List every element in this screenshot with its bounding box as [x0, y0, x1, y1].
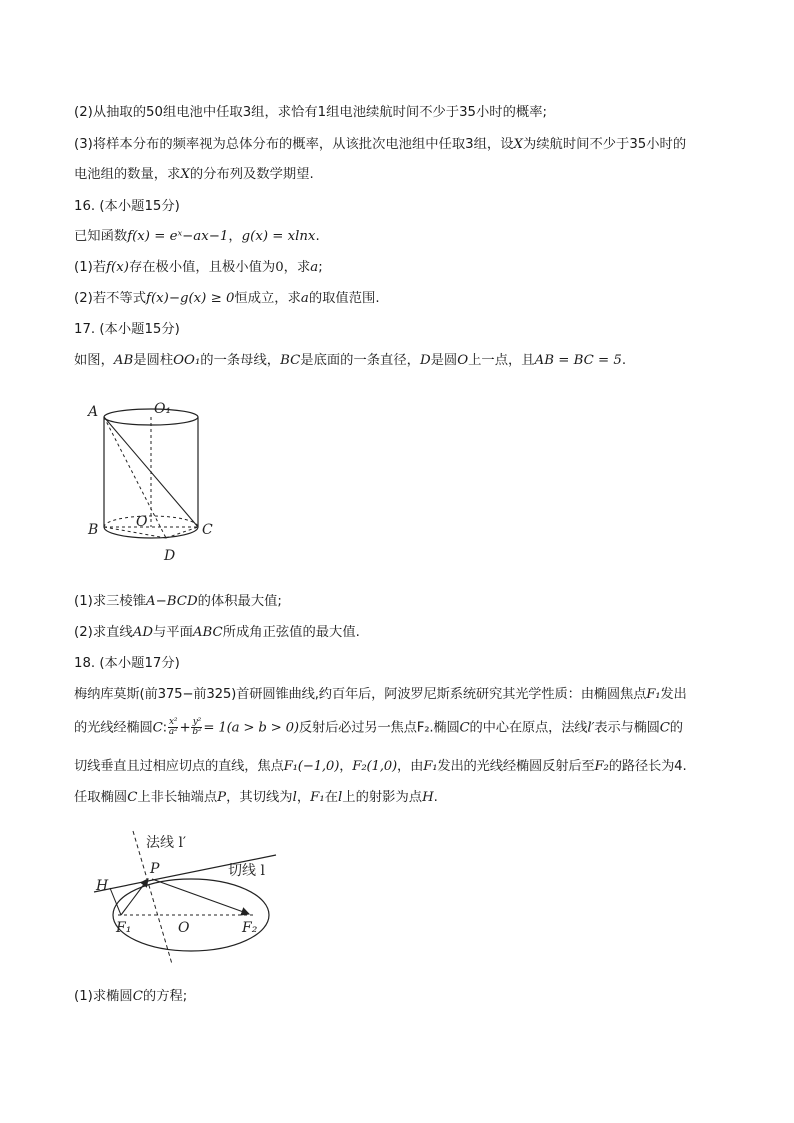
q18-line3: 切线垂直且过相应切点的直线，焦点F₁(−1,0)，F₂(1,0)，由F₁发出的光线经椭圆反射后至F₂的路径长为4.: [74, 759, 687, 774]
label-F2: F₂: [242, 920, 258, 936]
label-O: O: [178, 920, 190, 936]
segment-AD: [104, 417, 166, 538]
projection-F1-H: [110, 888, 121, 915]
q15-part3: (3)将样本分布的频率视为总体分布的概率，从该批次电池组中任取3组，设X为续航时间不少于35小时的: [74, 137, 687, 152]
label-D: D: [164, 548, 176, 564]
segment-AC: [104, 417, 198, 527]
label-B: B: [88, 522, 99, 538]
label-H: H: [96, 878, 109, 894]
q17-part1: (1)求三棱锥A−BCD的体积最大值;: [74, 594, 282, 609]
label-tangent: 切线 l: [228, 863, 265, 879]
label-O: O: [136, 514, 148, 530]
q18-part1: (1)求椭圆C的方程;: [74, 989, 188, 1004]
label-P: P: [150, 861, 160, 877]
segment-BD: [104, 527, 166, 538]
q17-part2: (2)求直线AD与平面ABC所成角正弦值的最大值.: [74, 625, 360, 640]
ellipse-figure: [86, 826, 286, 966]
bottom-ellipse-front: [104, 527, 198, 538]
q18-line4: 任取椭圆C上非长轴端点P，其切线为l，F₁在l上的射影为点H.: [74, 790, 438, 805]
label-C: C: [202, 522, 213, 538]
label-normal: 法线 l′: [146, 835, 187, 851]
cylinder-figure: [86, 396, 226, 566]
ray-F1-P: [121, 879, 148, 915]
label-F1: F₁: [116, 920, 132, 936]
ray-P-F2: [152, 879, 249, 914]
fraction-y2-b2: $\frac{\text{y²}}{\text{b²}}$: [192, 717, 202, 737]
q16-part2: (2)若不等式f(x)−g(x) ≥ 0恒成立，求a的取值范围.: [74, 291, 380, 306]
q16-stem: 已知函数f(x) = eˣ−ax−1，g(x) = xlnx.: [74, 229, 320, 244]
label-A: A: [88, 404, 99, 420]
q15-part3-cont: 电池组的数量，求X的分布列及数学期望.: [74, 167, 314, 182]
q18-line2: 的光线经椭圆C: $\frac{\text{x²}}{\text{a²}}$ + $\frac{\text{y²}}{\text{b²}}$ = 1(a > b > 0)反射后必过另一焦点F₂.椭圆C的中心在原点，法线l′表示与椭圆C的: [74, 717, 683, 737]
q18-line1: 梅纳库莫斯(前375−前325)首研圆锥曲线,约百年后，阿波罗尼斯系统研究其光学性质：由椭圆焦点F₁发出: [74, 687, 687, 702]
q16-header: 16. (本小题15分): [74, 199, 180, 214]
q17-stem: 如图，AB是圆柱OO₁的一条母线，BC是底面的一条直径，D是圆O上一点，且AB = BC = 5.: [74, 353, 627, 368]
q17-header: 17. (本小题15分): [74, 322, 180, 337]
q15-part2: (2)从抽取的50组电池中任取3组，求恰有1组电池续航时间不少于35小时的概率;: [74, 105, 547, 120]
q16-part1: (1)若f(x)存在极小值，且极小值为0，求a;: [74, 260, 323, 275]
fraction-x2-a2: $\frac{\text{x²}}{\text{a²}}$: [168, 717, 178, 737]
q18-header: 18. (本小题17分): [74, 656, 180, 671]
label-O1: O₁: [154, 401, 172, 417]
